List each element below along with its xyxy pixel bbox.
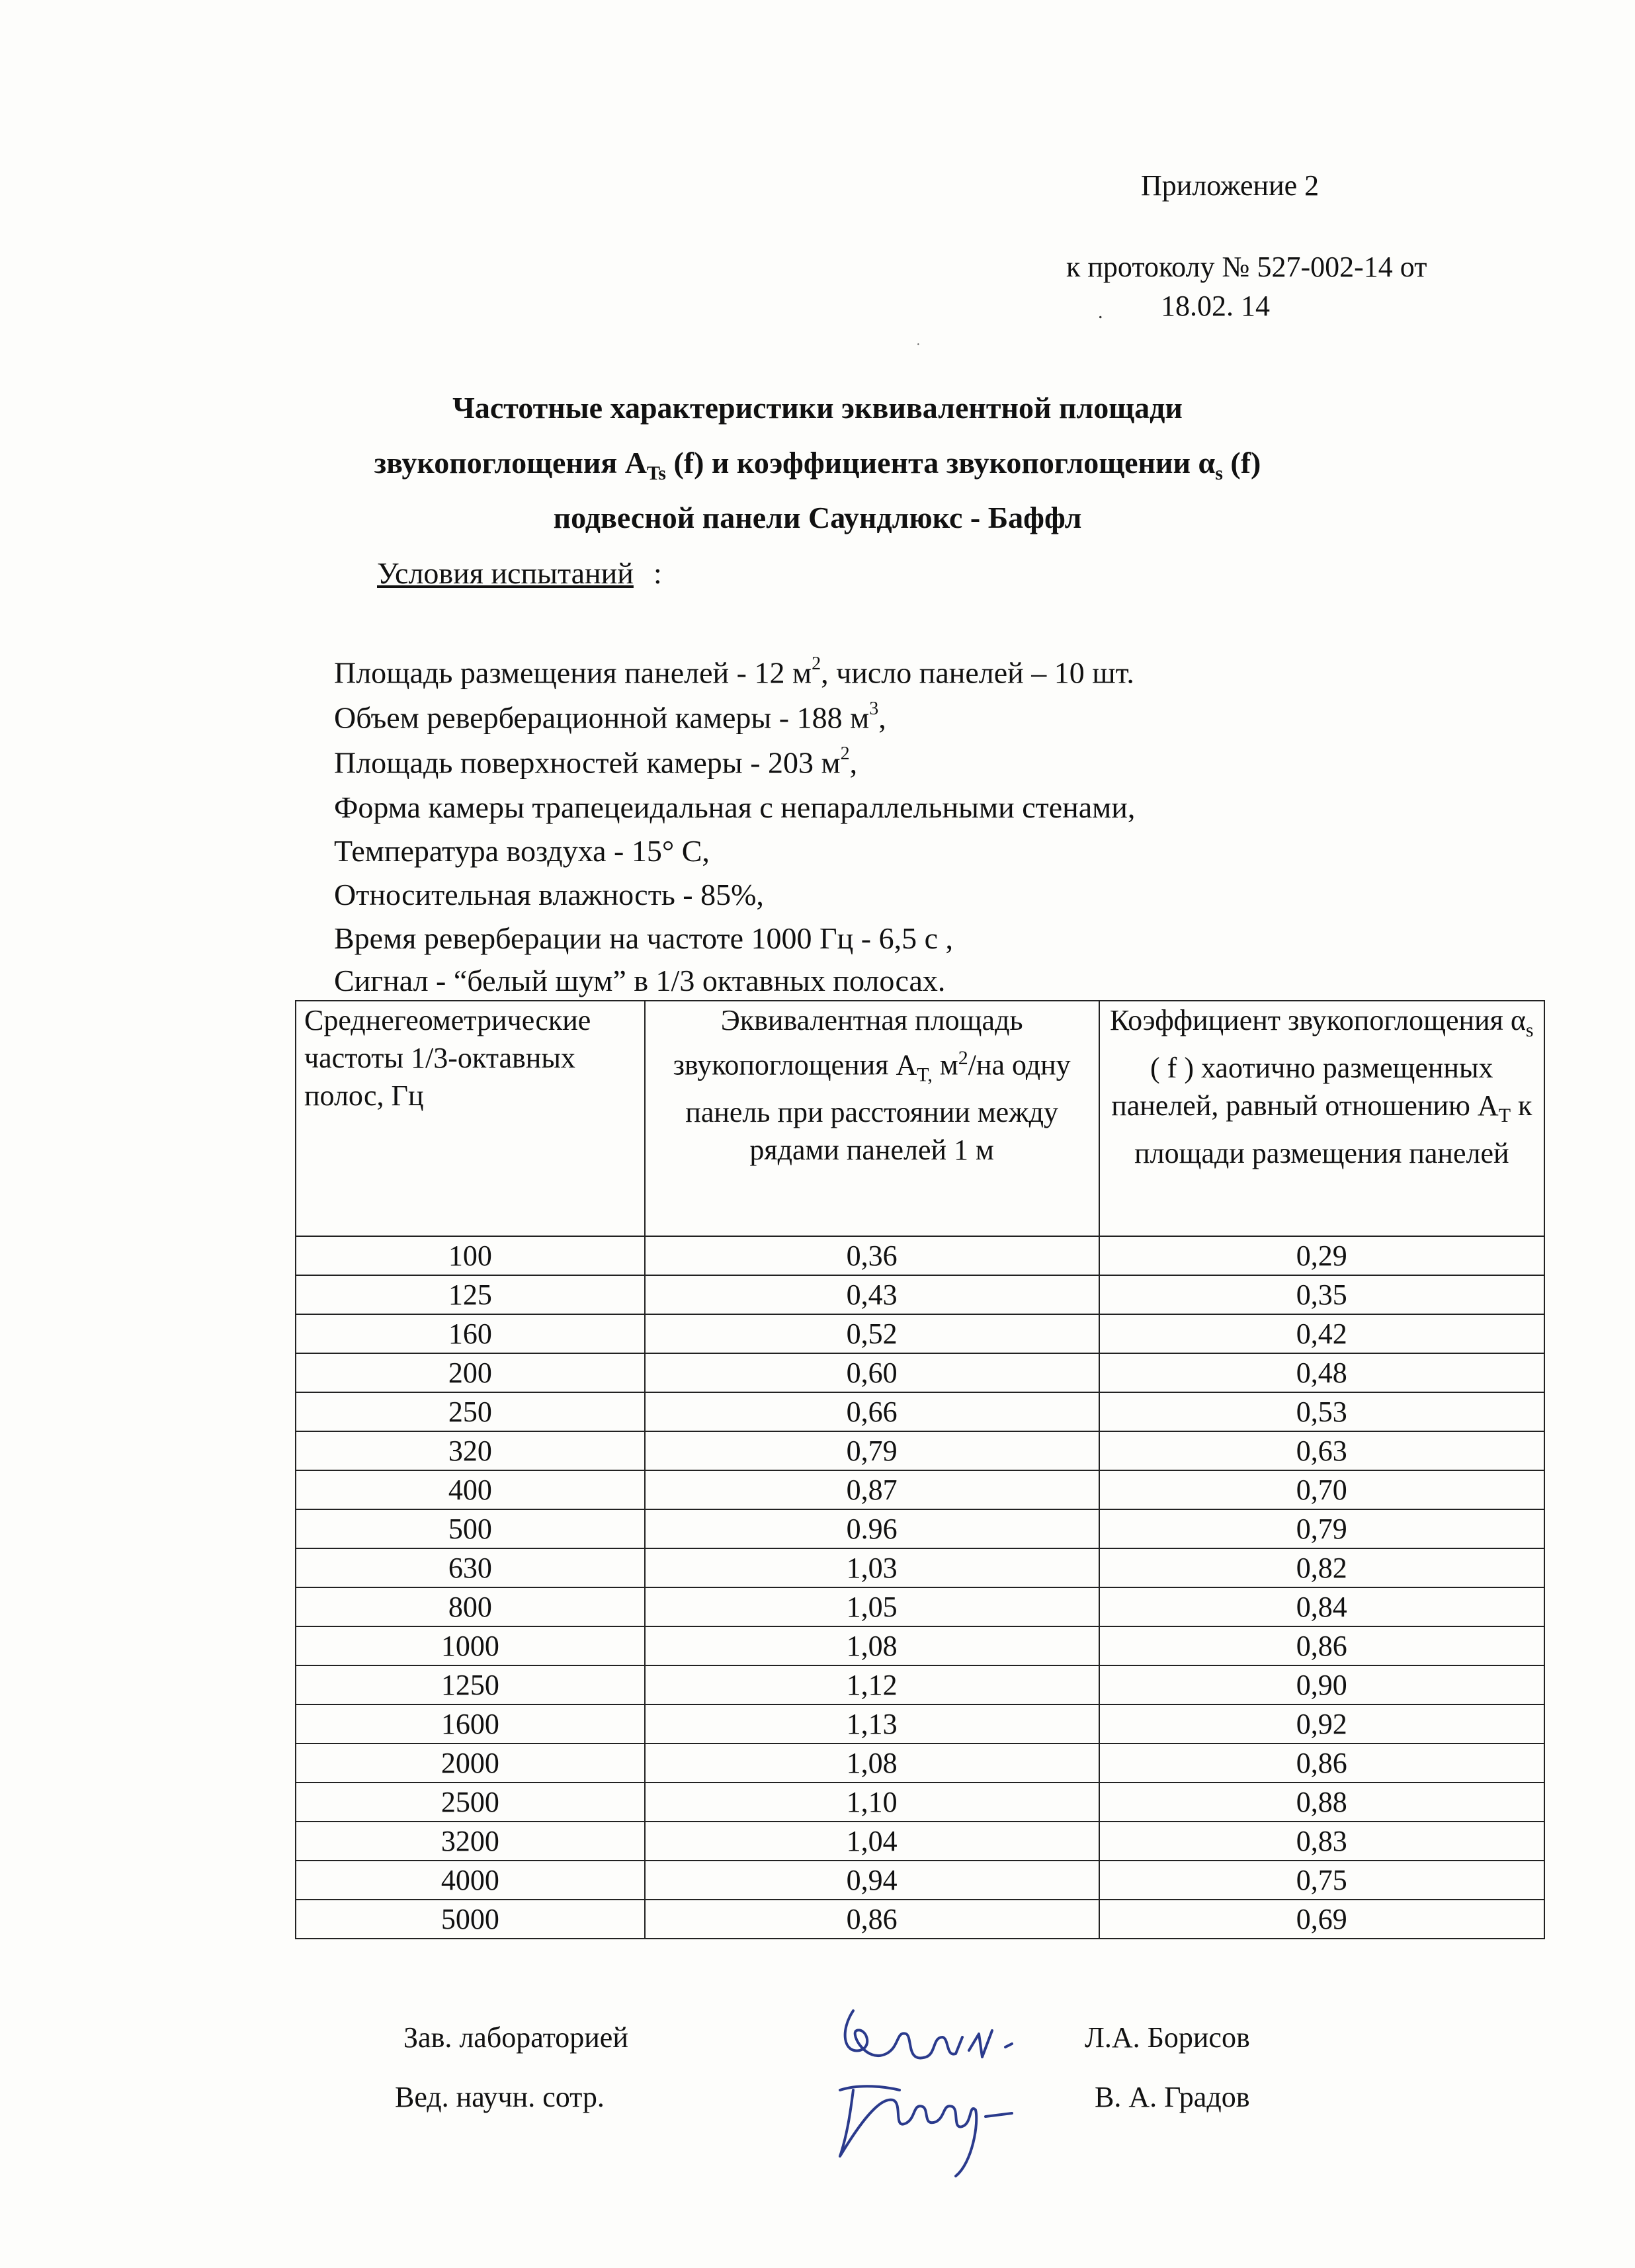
table-row <box>296 1587 1544 1626</box>
equivalent-area-cell: 0,94 <box>645 1861 1099 1900</box>
frequency-cell: 320 <box>296 1431 645 1470</box>
title-line-1: Частотные характеристики эквивалентной площади <box>452 391 1183 425</box>
condition-volume: Объем реверберационной камеры - 188 $м^3$, <box>334 698 886 735</box>
coefficient-cell: 0,83 <box>1099 1822 1544 1861</box>
equivalent-area-cell: 0,60 <box>645 1353 1099 1392</box>
frequency-cell: 2500 <box>296 1783 645 1822</box>
coefficient-cell: 0,86 <box>1099 1626 1544 1665</box>
equivalent-area-cell: 1,12 <box>645 1665 1099 1704</box>
coefficient-cell: 0,75 <box>1099 1861 1544 1900</box>
condition-area: Площадь размещения панелей - 12 $м^2$, число панелей – 10 шт. <box>334 653 1134 690</box>
table-row <box>296 1431 1544 1470</box>
frequency-cell: 1600 <box>296 1704 645 1743</box>
coefficient-cell: 0,88 <box>1099 1783 1544 1822</box>
frequency-cell: 100 <box>296 1236 645 1275</box>
frequency-cell: 125 <box>296 1275 645 1314</box>
signatory-name-2: В. А. Градов <box>1095 2081 1250 2113</box>
coefficient-cell: 0,48 <box>1099 1353 1544 1392</box>
frequency-cell: 5000 <box>296 1900 645 1939</box>
equivalent-area-cell: 1,04 <box>645 1822 1099 1861</box>
equivalent-area-cell: 0,66 <box>645 1392 1099 1431</box>
coefficient-cell: 0,69 <box>1099 1900 1544 1939</box>
coefficient-cell: 0,82 <box>1099 1548 1544 1587</box>
equivalent-area-cell: 0,43 <box>645 1275 1099 1314</box>
conditions-heading-colon: : <box>653 556 662 590</box>
protocol-reference: к протоколу № 527-002-14 от <box>1066 251 1427 283</box>
coefficient-cell: 0,53 <box>1099 1392 1544 1431</box>
frequency-cell: 3200 <box>296 1822 645 1861</box>
frequency-cell: 630 <box>296 1548 645 1587</box>
annex-label: Приложение 2 <box>1141 169 1320 202</box>
table-row <box>296 1470 1544 1509</box>
table-row <box>296 1275 1544 1314</box>
coefficient-cell: 0,79 <box>1099 1509 1544 1548</box>
coefficient-cell: 0,90 <box>1099 1665 1544 1704</box>
table-row <box>296 1743 1544 1783</box>
signatory-name-1: Л.А. Борисов <box>1085 2021 1250 2054</box>
coefficient-cell: 0,70 <box>1099 1470 1544 1509</box>
protocol-date: 18.02. 14 <box>1161 290 1270 322</box>
frequency-cell: 1000 <box>296 1626 645 1665</box>
table-row <box>296 1665 1544 1704</box>
handwritten-signatures <box>814 1991 1078 2189</box>
coefficient-cell: 0,63 <box>1099 1431 1544 1470</box>
equivalent-area-cell: 0,87 <box>645 1470 1099 1509</box>
equivalent-area-cell: 1,08 <box>645 1743 1099 1783</box>
table-row <box>296 1353 1544 1392</box>
frequency-cell: 500 <box>296 1509 645 1548</box>
equivalent-area-cell: 0,36 <box>645 1236 1099 1275</box>
frequency-cell: 400 <box>296 1470 645 1509</box>
coefficient-cell: 0,35 <box>1099 1275 1544 1314</box>
table-row <box>296 1509 1544 1548</box>
equivalent-area-cell: 0,52 <box>645 1314 1099 1353</box>
condition-reverb-time: Время реверберации на частоте 1000 Гц - 6,5 с , <box>334 921 953 955</box>
table-row <box>296 1392 1544 1431</box>
table-row <box>296 1822 1544 1861</box>
absorption-table <box>295 1000 1545 1939</box>
title-line-3: подвесной панели Саундлюкс - Баффл <box>553 501 1082 534</box>
conditions-heading: Условия испытаний <box>377 556 634 590</box>
equivalent-area-cell: 1,13 <box>645 1704 1099 1743</box>
condition-temperature: Температура воздуха - 15° С, <box>334 834 710 868</box>
equivalent-area-cell: 1,10 <box>645 1783 1099 1822</box>
scan-speck: · <box>916 337 921 352</box>
table-row <box>296 1548 1544 1587</box>
table-header-row <box>296 1001 1544 1236</box>
title-line-2: звукопоглощения $A_{Ts}$ (f) и коэффициента звукопоглощении $\alpha_s$ (f) <box>374 446 1261 485</box>
table-row <box>296 1626 1544 1665</box>
table-row <box>296 1236 1544 1275</box>
frequency-cell: 4000 <box>296 1861 645 1900</box>
equivalent-area-cell: 0,86 <box>645 1900 1099 1939</box>
coefficient-cell: 0,92 <box>1099 1704 1544 1743</box>
table-row <box>296 1314 1544 1353</box>
coefficient-cell: 0,42 <box>1099 1314 1544 1353</box>
equivalent-area-cell: 1,03 <box>645 1548 1099 1587</box>
frequency-cell: 800 <box>296 1587 645 1626</box>
coefficient-cell: 0,86 <box>1099 1743 1544 1783</box>
frequency-cell: 200 <box>296 1353 645 1392</box>
col-frequency-header: Среднегеометрические частоты 1/3-октавных полос, Гц <box>296 1001 645 1236</box>
frequency-cell: 160 <box>296 1314 645 1353</box>
equivalent-area-cell: 0.96 <box>645 1509 1099 1548</box>
signatory-role-1: Зав. лабораторией <box>403 2021 628 2054</box>
equivalent-area-cell: 1,05 <box>645 1587 1099 1626</box>
table-row <box>296 1704 1544 1743</box>
stray-mark: . <box>1098 301 1103 323</box>
frequency-cell: 250 <box>296 1392 645 1431</box>
equivalent-area-cell: 1,08 <box>645 1626 1099 1665</box>
condition-surface: Площадь поверхностей камеры - 203 $м^2$, <box>334 743 858 780</box>
condition-humidity: Относительная влажность - 85%, <box>334 878 764 911</box>
table-row <box>296 1900 1544 1939</box>
frequency-cell: 2000 <box>296 1743 645 1783</box>
coefficient-cell: 0,84 <box>1099 1587 1544 1626</box>
signatory-role-2: Вед. научн. сотр. <box>395 2081 605 2113</box>
col-equivalent-area-header: Эквивалентная площадь звукопоглощения $A_{T,}$ $м^2/на$ одну панель при расстоянии между рядами панелей 1 м <box>645 1001 1099 1236</box>
table-row <box>296 1861 1544 1900</box>
coefficient-cell: 0,29 <box>1099 1236 1544 1275</box>
equivalent-area-cell: 0,79 <box>645 1431 1099 1470</box>
table-row <box>296 1783 1544 1822</box>
frequency-cell: 1250 <box>296 1665 645 1704</box>
condition-shape: Форма камеры трапецеидальная с непараллельными стенами, <box>334 790 1136 824</box>
col-coefficient-header: Коэффициент звукопоглощения $\alpha_s$ ( f ) хаотично размещенных панелей, равный отношению $A_T$ к площади размещения панелей <box>1099 1001 1544 1236</box>
condition-signal: Сигнал - “белый шум” в 1/3 октавных полосах. <box>334 964 946 997</box>
